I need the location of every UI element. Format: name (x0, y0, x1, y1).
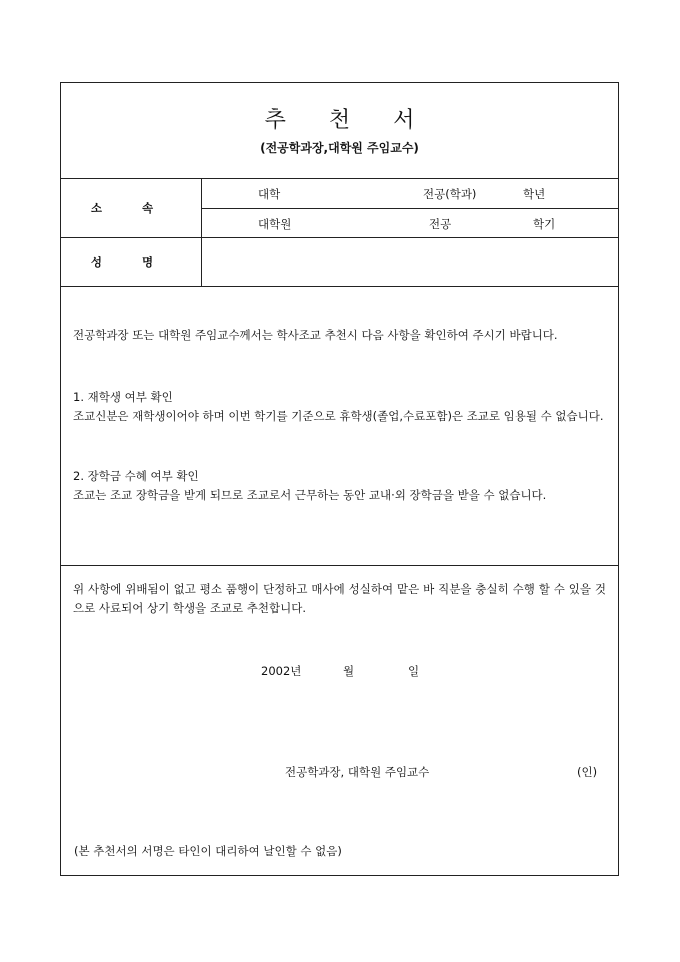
item1-text: 조교신분은 재학생이어야 하며 이번 학기를 기준으로 휴학생(졸업,수료포함)은 조교로 임용될 수 없습니다. (73, 409, 604, 423)
item2-text: 조교는 조교 장학금을 받게 되므로 조교로서 근무하는 동안 교내·외 장학금을 받을 수 없습니다. (73, 488, 547, 502)
form-subtitle: (전공학과장,대학원 주임교수) (260, 141, 419, 155)
date-year: 2002년 (261, 664, 302, 678)
divider (201, 208, 618, 209)
divider (61, 286, 618, 287)
item2-title: 2. 장학금 수혜 여부 확인 (73, 469, 199, 483)
signature-note: (본 추천서의 서명은 타인이 대리하여 날인할 수 없음) (74, 844, 342, 858)
name-field (202, 238, 618, 285)
item1-title: 1. 재학생 여부 확인 (73, 390, 173, 404)
name-label: 성 명 (90, 255, 172, 269)
date-month: 월 (343, 664, 355, 678)
affiliation-label: 소 속 (90, 201, 172, 215)
major-field-label: 전공 (429, 217, 452, 231)
recommendation-form (60, 82, 619, 876)
semester-field-label: 학기 (533, 217, 556, 231)
date-day: 일 (408, 664, 420, 678)
instruction-intro: 전공학과장 또는 대학원 주임교수께서는 학사조교 추천시 다음 사항을 확인하여 주시기 바랍니다. (73, 328, 558, 342)
university-field-label: 대학 (258, 187, 281, 201)
signer-title: 전공학과장, 대학원 주임교수 (285, 765, 430, 779)
major-department-field-label: 전공(학과) (423, 187, 477, 201)
grade-field-label: 학년 (523, 187, 546, 201)
form-title: 추 천 서 (264, 108, 433, 133)
divider (61, 178, 618, 179)
seal-mark: (인) (577, 765, 598, 779)
graduate-school-field-label: 대학원 (258, 217, 292, 231)
divider (61, 565, 618, 566)
recommendation-statement: 위 사항에 위배됨이 없고 평소 품행이 단정하고 매사에 성실하여 맡은 바 직분을 충실히 수행 할 수 있을 것으로 사료되어 상기 학생을 조교로 추천합니다. (73, 582, 606, 615)
